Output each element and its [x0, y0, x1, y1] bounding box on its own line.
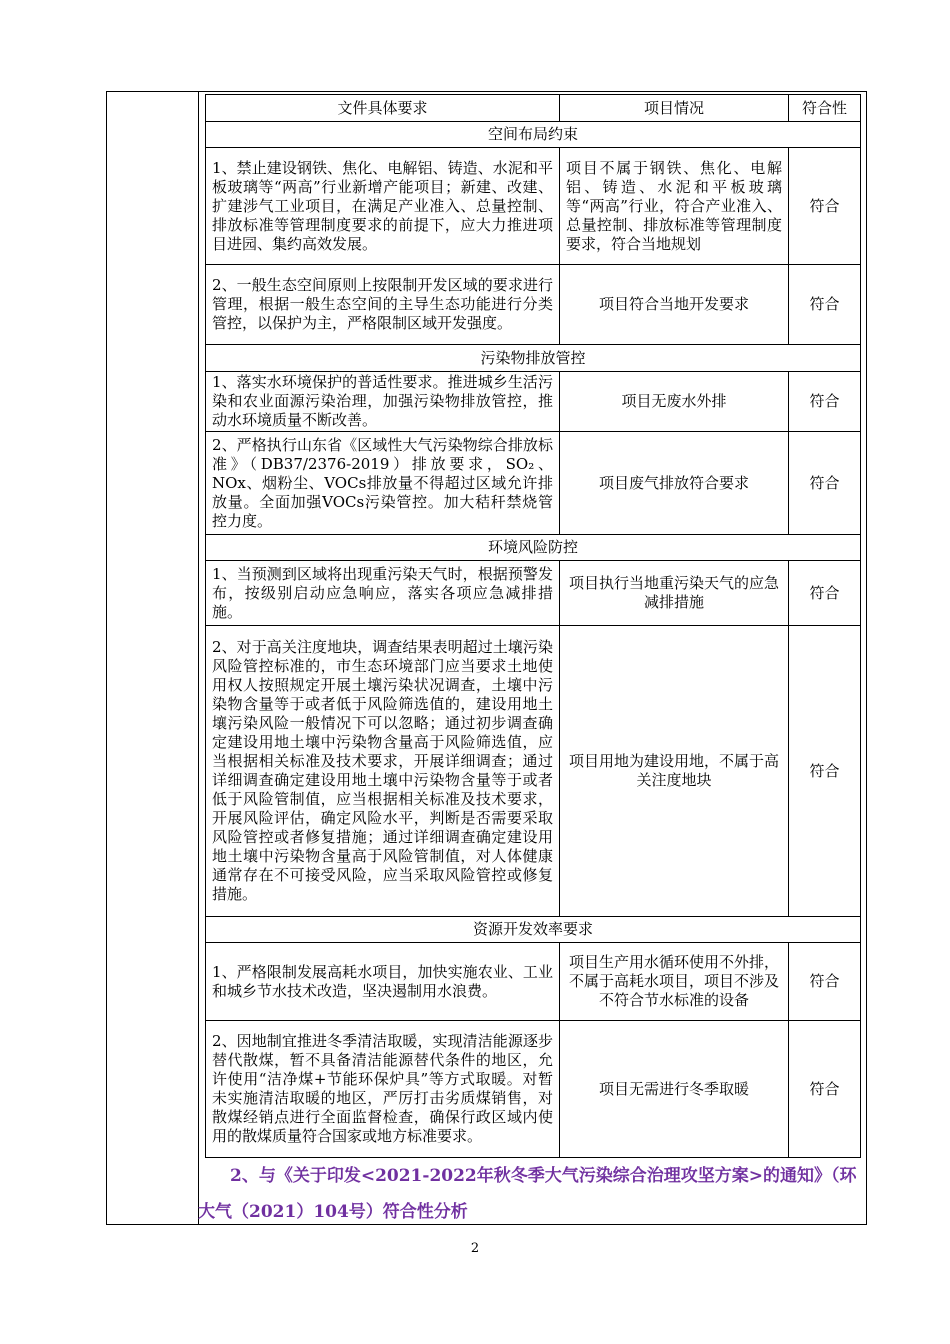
requirement-cell: 2、严格执行山东省《区域性大气污染物综合排放标准》（DB37/2376-2019）排放要求，SO₂、NOx、烟粉尘、VOCs排放量不得超过区域允许排放量。全面加强VOCs污染管控。加大秸秆禁烧管控力度。	[206, 432, 560, 535]
table-row	[206, 265, 861, 345]
compliance-cell: 符合	[789, 372, 861, 432]
requirement-cell: 1、禁止建设钢铁、焦化、电解铝、铸造、水泥和平板玻璃等“两高”行业新增产能项目；新建、改建、扩建涉气工业项目，在满足产业准入、总量控制、排放标准等管理制度要求的前提下，应大力推进项目进园、集约高效发展。	[206, 148, 560, 265]
requirement-cell: 2、对于高关注度地块，调查结果表明超过土壤污染风险管控标准的，市生态环境部门应当要求土地使用权人按照规定开展土壤污染状况调查，土壤中污染物含量等于或者低于风险筛选值的，建设用地土壤污染风险一般情况下可以忽略；通过初步调查确定建设用地土壤中污染物含量高于风险筛选值，应当根据相关标准及技术要求，开展详细调查；通过详细调查确定建设用地土壤中污染物含量等于或者低于风险管制值，应当根据相关标准及技术要求，开展风险评估，确定风险水平，判断是否需要采取风险管控或者修复措施；通过详细调查确定建设用地土壤中污染物含量高于风险管制值，对人体健康通常存在不可接受风险，应当采取风险管控或修复措施。	[206, 626, 560, 917]
situation-cell: 项目执行当地重污染天气的应急减排措施	[560, 561, 789, 626]
table-row	[206, 561, 861, 626]
situation-cell: 项目生产用水循环使用不外排，不属于高耗水项目，项目不涉及不符合节水标准的设备	[560, 943, 789, 1021]
requirement-cell: 1、严格限制发展高耗水项目，加快实施农业、工业和城乡节水技术改造，坚决遏制用水浪费。	[206, 943, 560, 1021]
situation-cell: 项目用地为建设用地，不属于高关注度地块	[560, 626, 789, 917]
compliance-cell: 符合	[789, 561, 861, 626]
compliance-cell: 符合	[789, 1021, 861, 1158]
section-title: 资源开发效率要求	[206, 917, 861, 943]
compliance-cell: 符合	[789, 148, 861, 265]
table-row	[206, 148, 861, 265]
compliance-cell: 符合	[789, 265, 861, 345]
situation-cell: 项目废气排放符合要求	[560, 432, 789, 535]
compliance-cell: 符合	[789, 432, 861, 535]
section-title: 污染物排放管控	[206, 345, 861, 372]
section-heading: 2、与《关于印发<2021-2022年秋冬季大气污染综合治理攻坚方案>的通知》（环大气（2021）104号）符合性分析	[198, 1166, 857, 1222]
table-row	[206, 943, 861, 1021]
compliance-table	[205, 94, 861, 1158]
table-row	[206, 372, 861, 432]
requirement-cell: 1、落实水环境保护的普适性要求。推进城乡生活污染和农业面源污染治理，加强污染物排放管控，推动水环境质量不断改善。	[206, 372, 560, 432]
table-row	[206, 432, 861, 535]
section-title: 环境风险防控	[206, 535, 861, 561]
compliance-cell: 符合	[789, 626, 861, 917]
requirement-cell: 1、当预测到区域将出现重污染天气时，根据预警发布，按级别启动应急响应，落实各项应急减排措施。	[206, 561, 560, 626]
situation-cell: 项目无需进行冬季取暖	[560, 1021, 789, 1158]
situation-cell: 项目符合当地开发要求	[560, 265, 789, 345]
header-requirement: 文件具体要求	[206, 95, 560, 122]
situation-cell: 项目不属于钢铁、焦化、电解铝、铸造、水泥和平板玻璃等“两高”行业，符合产业准入、总量控制、排放标准等管理制度要求，符合当地规划	[560, 148, 789, 265]
situation-cell: 项目无废水外排	[560, 372, 789, 432]
section-title: 空间布局约束	[206, 122, 861, 148]
header-situation: 项目情况	[560, 95, 789, 122]
table-row	[206, 1021, 861, 1158]
table-row	[206, 626, 861, 917]
requirement-cell: 2、一般生态空间原则上按限制开发区域的要求进行管理，根据一般生态空间的主导生态功能进行分类管控，以保护为主，严格限制区域开发强度。	[206, 265, 560, 345]
header-compliance: 符合性	[789, 95, 861, 122]
page-number: 2	[470, 1241, 480, 1256]
frame-divider	[198, 92, 199, 1224]
requirement-cell: 2、因地制宜推进冬季清洁取暖，实现清洁能源逐步替代散煤，暂不具备清洁能源替代条件的地区，允许使用“洁净煤+节能环保炉具”等方式取暖。对暂未实施清洁取暖的地区，严厉打击劣质煤销售，对散煤经销点进行全面监督检查，确保行政区域内使用的散煤质量符合国家或地方标准要求。	[206, 1021, 560, 1158]
compliance-cell: 符合	[789, 943, 861, 1021]
